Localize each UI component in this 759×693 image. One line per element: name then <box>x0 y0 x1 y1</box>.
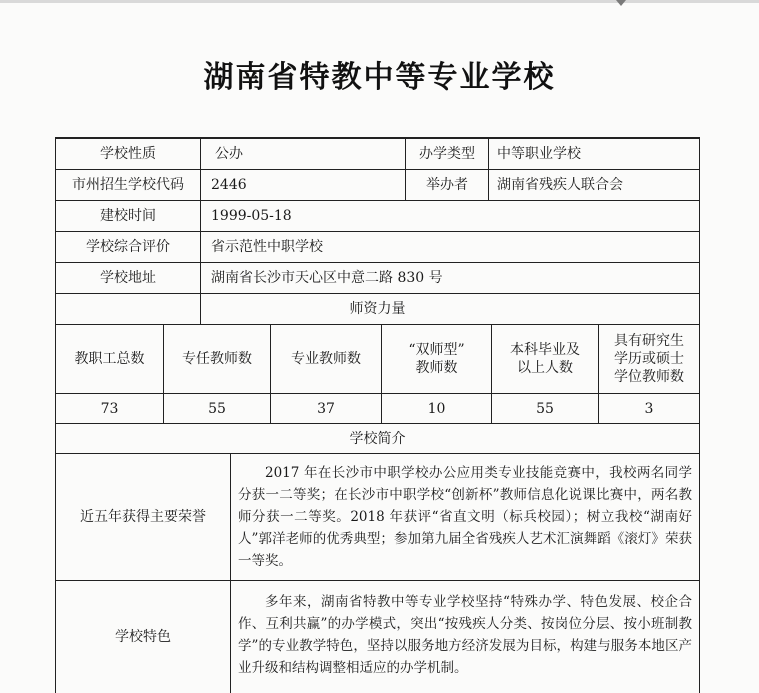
faculty-value-bachelor: 55 <box>536 400 554 417</box>
faculty-header-bachelor <box>492 325 598 393</box>
faculty-header-total-staff <box>56 325 163 393</box>
intro-section-title: 学校简介 <box>349 430 406 447</box>
address-label: 学校地址 <box>100 270 156 286</box>
founded-value: 1999-05-18 <box>211 208 292 224</box>
school-nature-label: 学校性质 <box>100 146 156 162</box>
header-line: “双师型” <box>408 342 465 358</box>
faculty-header-full-time <box>164 325 270 393</box>
honors-text: 2017 年在长沙市中职学校办公应用类专业技能竞赛中，我校两名同学分获一二等奖；在长沙市中职学校“创新杯”教师信息化说课比赛中，两名教师分获一二等奖。2018 年获评“省直文明（标兵校园）；树立我校“湖南好人”郭洋老师的优秀典型；参加第九届全省残疾人艺术汇演舞蹈《滚灯》荣获一等奖。 <box>238 465 692 569</box>
faculty-value-full-time: 55 <box>208 400 226 417</box>
features-text: 多年来，湖南省特教中等专业学校坚持“特殊办学、特色发展、校企合作、互利共赢”的办学模式，突出“按残疾人分类、按岗位分层、按小班制教学”的专业教学特色，坚持以服务地方经济发展为目标，构建与服务本地区产业升级和结构调整相适应的办学机制。 <box>238 594 692 676</box>
faculty-value-professional: 37 <box>317 400 335 417</box>
enrollment-code-label: 市州招生学校代码 <box>72 177 184 193</box>
header-line: 学位教师数 <box>614 369 684 385</box>
sponsor-label: 举办者 <box>426 177 468 193</box>
rating-value: 省示范性中职学校 <box>211 239 323 255</box>
faculty-section-title: 师资力量 <box>349 301 406 317</box>
founded-label: 建校时间 <box>100 208 156 224</box>
faculty-value-total-staff: 73 <box>100 400 119 417</box>
honors-label: 近五年获得主要荣誉 <box>80 509 206 525</box>
header-line: 专业教师数 <box>291 351 361 367</box>
faculty-value-graduate: 3 <box>644 400 654 417</box>
school-type-value: 中等职业学校 <box>497 146 581 162</box>
features-label: 学校特色 <box>115 629 171 645</box>
page-title: 湖南省特教中等专业学校 <box>203 60 556 95</box>
table-right-border <box>699 137 700 693</box>
school-nature-value: 公办 <box>215 146 243 162</box>
header-line: 教师数 <box>415 360 458 376</box>
header-line: 教职工总数 <box>74 351 145 367</box>
school-type-label: 办学类型 <box>419 146 475 162</box>
sponsor-value: 湖南省残疾人联合会 <box>497 177 623 193</box>
address-value: 湖南省长沙市天心区中意二路 830 号 <box>211 270 443 286</box>
faculty-value-dual-qualified: 10 <box>427 400 446 417</box>
faculty-header-graduate <box>599 325 699 393</box>
header-line: 学历或硕士 <box>614 351 684 367</box>
header-line: 本科毕业及 <box>510 342 580 358</box>
enrollment-code-value: 2446 <box>211 177 247 193</box>
header-line: 具有研究生 <box>614 333 684 349</box>
header-line: 专任教师数 <box>182 351 252 367</box>
header-line: 以上人数 <box>517 360 573 376</box>
rating-label: 学校综合评价 <box>86 239 170 255</box>
col-divider <box>230 453 231 693</box>
faculty-header-professional <box>271 325 381 393</box>
faculty-header-dual-qualified <box>382 325 491 393</box>
